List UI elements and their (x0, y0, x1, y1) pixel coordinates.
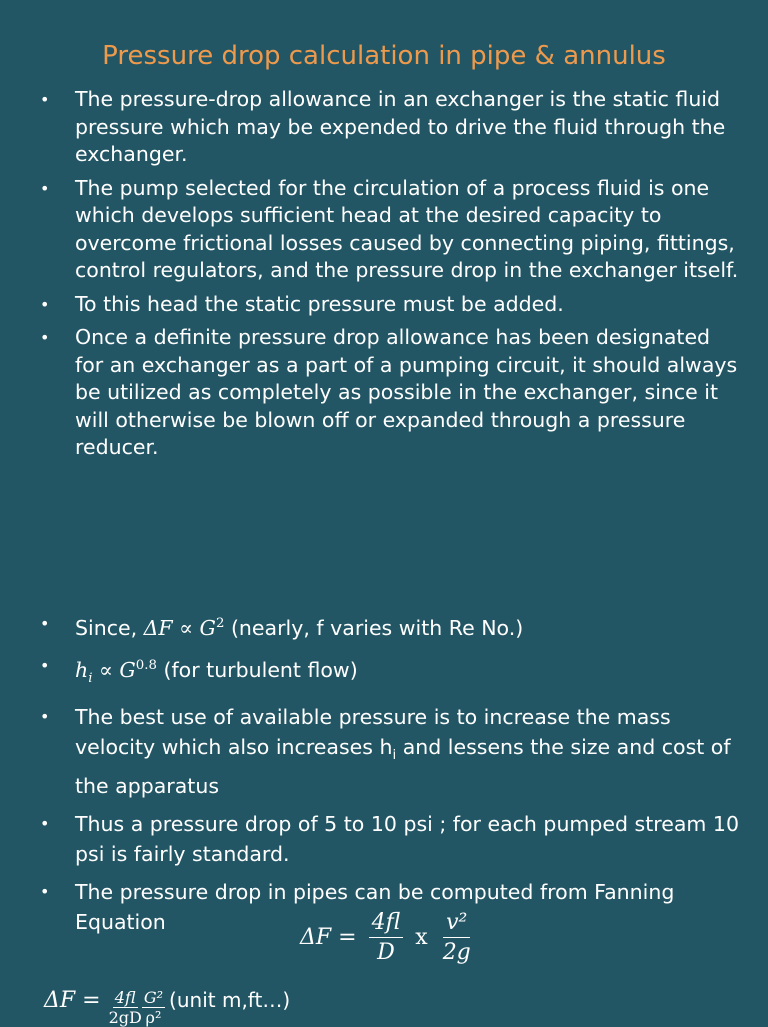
list-item (40, 291, 740, 319)
fraction (142, 988, 165, 1027)
bullet-text: Once a definite pressure drop allowance has been designated for an exchanger as a part of a pumping circuit, it should always be utilized as completely as possible in the exchanger, since it will otherwise be blown off or expanded through a pressure reducer. (75, 325, 738, 459)
bullet-icon: • (40, 90, 50, 109)
bullet-list-intro (40, 86, 740, 468)
bullet-text-prefix: Since, (75, 615, 144, 640)
fraction-numerator: v² (443, 910, 470, 938)
math-expr: ΔF ∝ G (143, 615, 216, 640)
list-item (40, 702, 740, 801)
list-item (40, 609, 740, 643)
bullet-text: The pressure-drop allowance in an exchanger is the static fluid pressure which may be expended to drive the fluid through the exchanger. (75, 87, 726, 166)
fraction-numerator: G² (143, 988, 164, 1007)
bullet-text: The pump selected for the circulation of a process fluid is one which develops sufficient head at the desired capacity to overcome frictional losses caused by connecting piping, fittings, control regulators, and the pressure drop in the exchanger itself. (75, 175, 739, 282)
bullet-text: and lessens the size and cost of the apparatus (75, 734, 731, 798)
equation-lhs: ΔF = (300, 925, 357, 950)
fraction-numerator: 4fl (369, 910, 404, 938)
bullet-text: The best use of available pressure is to increase the mass velocity which also increases h (75, 704, 671, 759)
fraction-denominator: D (377, 940, 395, 965)
bullet-text: Thus a pressure drop of 5 to 10 psi ; for each pumped stream 10 psi is fairly standard. (75, 811, 739, 866)
bullet-icon: • (40, 813, 50, 833)
fraction-numerator: 4fl (114, 988, 136, 1007)
bullet-icon: • (40, 294, 50, 314)
bullet-icon: • (40, 614, 50, 633)
fraction (369, 910, 404, 965)
bullet-icon: • (40, 328, 50, 347)
fraction (440, 910, 474, 965)
bullet-icon: • (40, 178, 50, 198)
bullet-icon: • (40, 706, 50, 726)
bullet-icon: • (40, 881, 50, 901)
bullet-text-suffix: (nearly, f varies with Re No.) (224, 615, 524, 640)
fraction-denominator: 2g (442, 940, 471, 965)
bullet-text: To this head the static pressure must be added. (75, 291, 564, 316)
fraction-denominator: 2gD (108, 1008, 142, 1027)
list-item (40, 651, 740, 694)
math-proportionality (144, 616, 225, 640)
math-exponent: 2 (215, 616, 225, 631)
fraction (109, 988, 142, 1027)
fanning-equation-velocity (300, 910, 478, 965)
bullet-list-relations (40, 609, 740, 945)
unit-note: (unit m,ft…) (169, 988, 291, 1012)
math-expr: ∝ G (92, 657, 136, 682)
slide-title: Pressure drop calculation in pipe & annulus (102, 41, 666, 71)
math-heat-coefficient (75, 657, 157, 686)
text-subscript: i (392, 747, 397, 763)
math-symbol: h (75, 657, 89, 682)
math-subscript: i (88, 670, 93, 686)
list-item (40, 324, 740, 462)
bullet-icon: • (40, 655, 50, 675)
bullet-text: The pressure drop in pipes can be computed from Fanning Equation (75, 879, 675, 934)
equation-lhs: ΔF = (44, 988, 101, 1013)
multiply-operator: x (415, 925, 428, 950)
list-item (40, 809, 740, 869)
list-item (40, 175, 740, 285)
bullet-text-suffix: (for turbulent flow) (156, 657, 358, 682)
list-item (40, 86, 740, 169)
math-exponent: 0.8 (135, 657, 157, 673)
fanning-equation-mass-velocity (44, 988, 290, 1027)
fraction-denominator: ρ² (145, 1008, 162, 1027)
